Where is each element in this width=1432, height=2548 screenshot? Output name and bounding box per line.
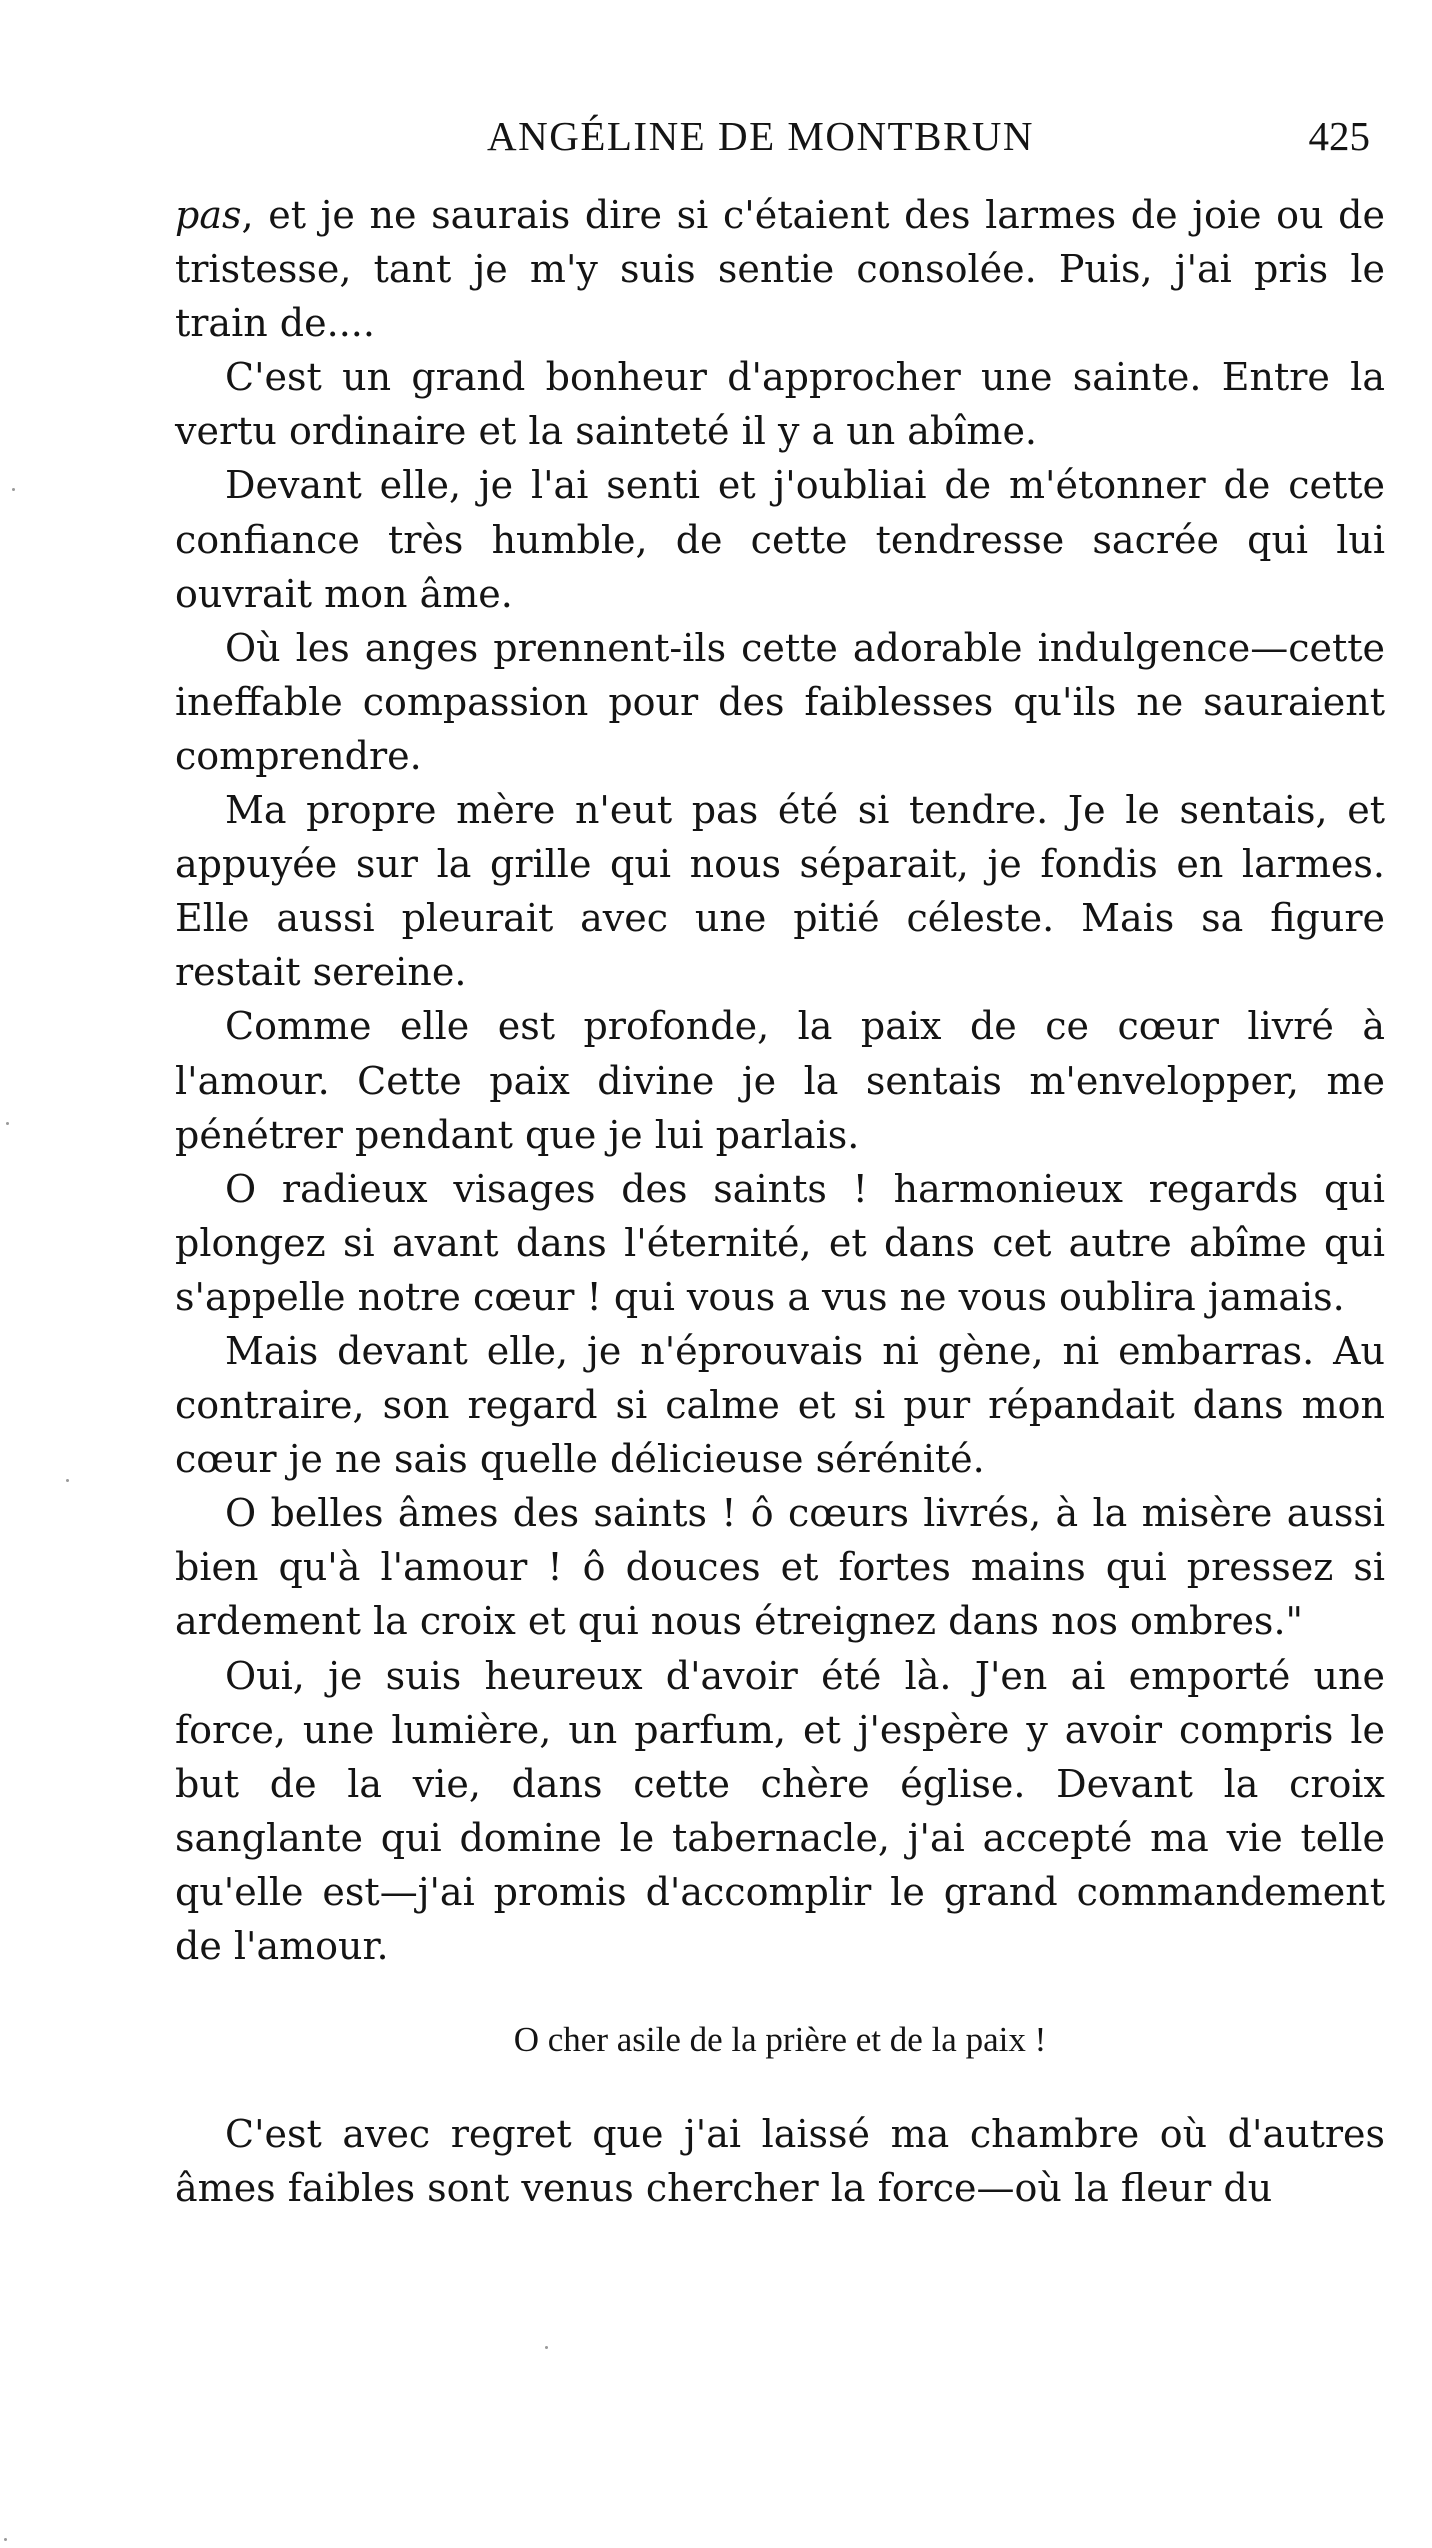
paragraph: Comme elle est profonde, la paix de ce cœur livré à l'amour. Cette paix divine je la sentais m'envelopper, me pénétrer pendant que je lui parlais. — [175, 1004, 1385, 1157]
page-header — [175, 112, 1385, 162]
paragraph: C'est avec regret que j'ai laissé ma chambre où d'autres âmes faibles sont venus chercher la force—où la fleur du — [175, 2112, 1385, 2211]
paragraph-text: , et je ne saurais dire si c'étaient des larmes de joie ou de tristesse, tant je m'y suis sentie consolée. Puis, j'ai pris le train de.... — [175, 193, 1385, 346]
scan-speck — [6, 1122, 9, 1125]
paragraph: Mais devant elle, je n'éprouvais ni gène, ni embarras. Au contraire, son regard si calme et si pur répandait dans mon cœur je ne sais quelle délicieuse sérénité. — [175, 1328, 1385, 1482]
scan-speck — [12, 488, 15, 491]
running-title: ANGÉLINE DE MONTBRUN — [487, 113, 1035, 159]
paragraph: Oui, je suis heureux d'avoir été là. J'en ai emporté une force, une lumière, un parfum, et j'espère y avoir compris le but de la vie, dans cette chère église. Devant la croix sanglante qui domine le tabernacle, j'ai accepté ma vie telle qu'elle est—j'ai promis d'accomplir le grand commandement de l'amour. — [175, 1653, 1385, 1968]
paragraph: C'est un grand bonheur d'approcher une sainte. Entre la vertu ordinaire et la sainteté il y a un abîme. — [175, 355, 1385, 454]
paragraph: Devant elle, je l'ai senti et j'oubliai de m'étonner de cette confiance très humble, de cette tendresse sacrée qui lui ouvrait mon âme. — [175, 463, 1385, 616]
scan-speck — [545, 2346, 548, 2349]
paragraph: O belles âmes des saints ! ô cœurs livrés, à la misère aussi bien qu'à l'amour ! ô douces et fortes mains qui pressez si ardement la croix et qui nous étreignez dans nos ombres." — [175, 1491, 1385, 1644]
paragraph — [175, 188, 1385, 350]
scan-speck — [66, 1479, 69, 1482]
scan-speck — [4, 2538, 7, 2541]
section-heading: O cher asile de la prière et de la paix ! — [513, 2020, 1047, 2060]
page-number: 425 — [1308, 113, 1370, 159]
italic-word: pas — [175, 193, 242, 237]
paragraph: O radieux visages des saints ! harmonieux regards qui plongez si avant dans l'éternité, et dans cet autre abîme qui s'appelle notre cœur ! qui vous a vus ne vous oublira jamais. — [175, 1166, 1385, 1319]
paragraph: Où les anges prennent-ils cette adorable indulgence—cette ineffable compassion pour des faiblesses qu'ils ne sauraient comprendre. — [175, 625, 1385, 778]
paragraph: Ma propre mère n'eut pas été si tendre. Je le sentais, et appuyée sur la grille qui nous séparait, je fondis en larmes. Elle aussi pleurait avec une pitié céleste. Mais sa figure restait sereine. — [175, 788, 1385, 995]
body-text — [175, 188, 1385, 2215]
